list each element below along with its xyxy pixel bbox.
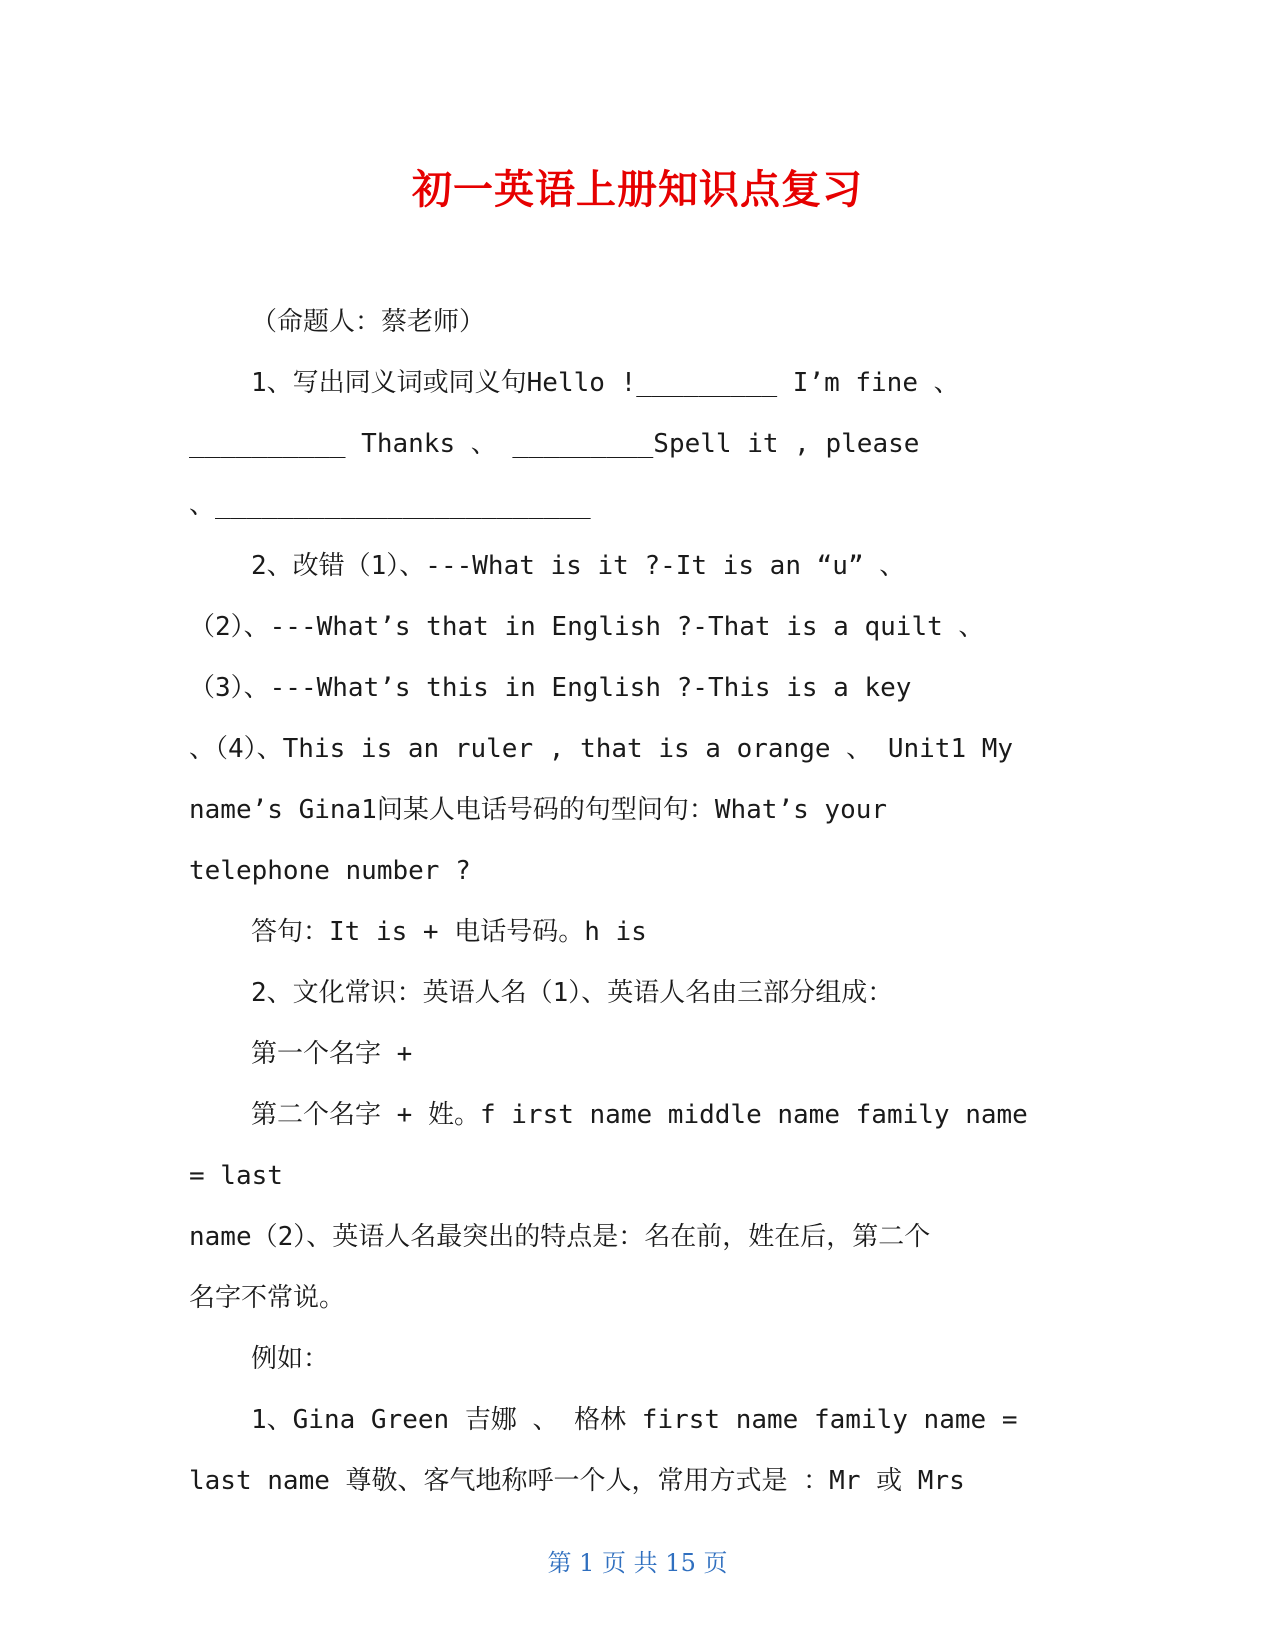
- body-line: 第一个名字 +: [251, 1039, 413, 1069]
- body-line: name（2）、英语人名最突出的特点是：名在前，姓在后，第二个: [189, 1222, 931, 1252]
- body-line: __________ Thanks 、 _________Spell it , please: [189, 429, 920, 459]
- body-line: 第二个名字 + 姓。f irst name middle name family name: [251, 1100, 1028, 1130]
- body-line: last name 尊敬、客气地称呼一个人，常用方式是 ：Mr 或 Mrs: [189, 1466, 965, 1496]
- body-line: 、________________________: [189, 490, 591, 520]
- body-line: 2、改错（1）、---What is it ?-It is an “u” 、: [251, 551, 906, 581]
- document-title: 初一英语上册知识点复习: [412, 167, 863, 213]
- body-line: （2）、---What’s that in English ?-That is a quilt 、: [189, 612, 985, 642]
- body-line: name’s Gina1问某人电话号码的句型问句：What’s your: [189, 795, 888, 825]
- body-line: 2、文化常识：英语人名（1）、英语人名由三部分组成：: [251, 978, 894, 1008]
- page-footer: 第 1 页 共 15 页: [547, 1549, 728, 1577]
- body-line: （3）、---What’s this in English ?-This is a key: [189, 673, 912, 703]
- body-line: telephone number ?: [189, 856, 471, 886]
- body-line: 1、写出同义词或同义句Hello !_________ I’m fine 、: [251, 368, 960, 398]
- body-line: 1、Gina Green 吉娜 、 格林 first name family name =: [251, 1405, 1018, 1435]
- body-line: 答句：It is + 电话号码。h is: [251, 917, 647, 947]
- body-line: （命题人：蔡老师）: [251, 307, 486, 337]
- body-line: 例如：: [251, 1344, 330, 1374]
- body-line: 名字不常说。: [189, 1283, 346, 1313]
- body-line: 、（4）、This is an ruler , that is a orange 、 Unit1 My: [189, 734, 1014, 764]
- document-body: [189, 292, 1079, 1512]
- body-line: = last: [189, 1161, 283, 1191]
